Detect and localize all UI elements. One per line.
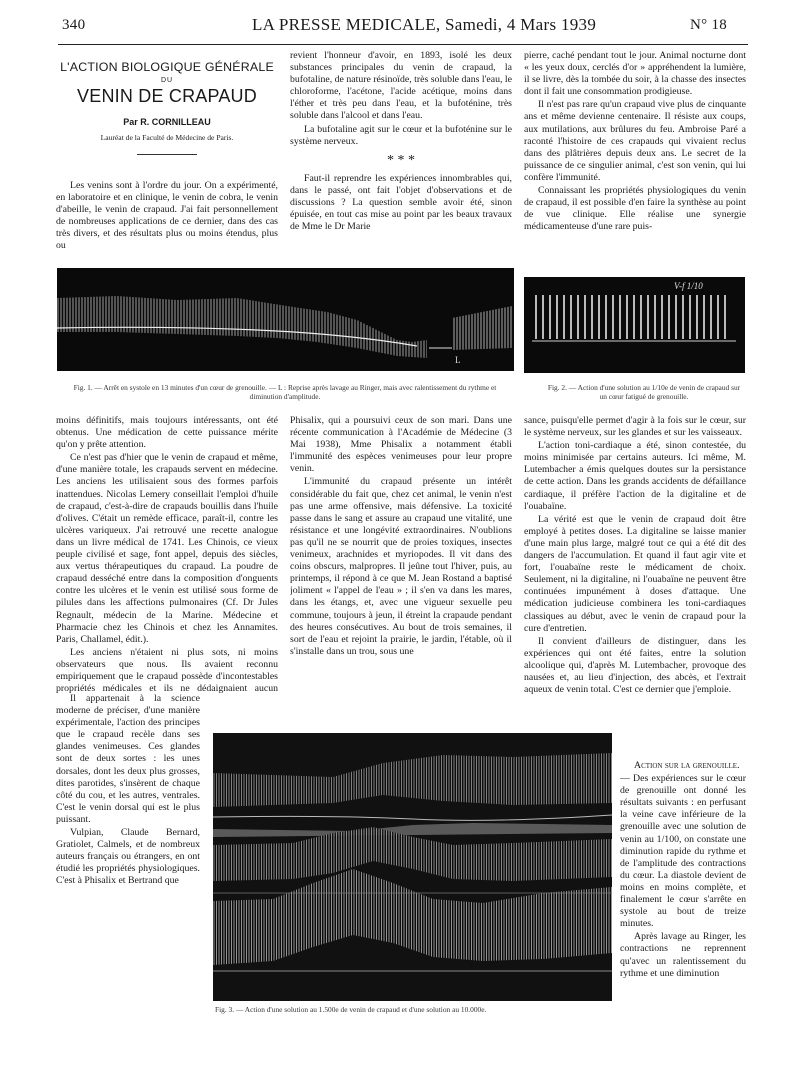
column-1-narrow <box>56 693 200 1022</box>
paragraph: — Des expériences sur le cœur de grenouille ont donné les résultats suivants : en perfusant la veine cave inférieure de la grenouille avec une solution de venin au 1/100, on constate une diminution rapide du rythme et de l'amplitude des contractions du cœur. La diastole devient de moins en moins complète, et finalement le cœur s'arrête en systole au bout de treize minutes. <box>620 773 746 930</box>
paragraph: La vérité est que le venin de crapaud doit être employé à petites doses. La digitaline se laisse manier d'une main plus large, malgré tout ce qui a été dit des dangers de l'accumulation. Et quand il faut agir vite et fort, l'ouabaïne reste le médicament de choix. Seulement, ni la digitaline, ni l'ouabaïne ne peuvent être continuées impunément à doses d'attaque. Une médication judicieuse combinera les toni-cardiaques classiques au début, avec le venin de crapaud pour la cure d'entretien. <box>524 513 746 634</box>
column-3-top <box>524 50 746 254</box>
section-stars: * * * <box>387 152 415 168</box>
paragraph: Il appartenait à la science moderne de préciser, d'une manière expérimentale, l'action des principes que le crapaud recèle dans ses glandes venimeuses. Ces glandes sont de deux sortes : les unes dorsales, dont les deux plus grosses, dites parotides, s'insèrent de chaque côté du cou, et les autres, ventrales. C'est le venin dorsal qui est le plus puissant. <box>56 693 200 825</box>
page-number: 340 <box>62 17 86 33</box>
figure-1-label: L <box>455 355 461 365</box>
figure-3-caption: Fig. 3. — Action d'une solution au 1.500e de venin de crapaud et d'une solution au 10.000e. <box>215 1005 487 1014</box>
figure-2-trace <box>524 277 745 373</box>
figure-1-trace <box>57 268 514 371</box>
paragraph: pierre, caché pendant tout le jour. Animal nocturne dont « les yeux doux, cerclés d'or » appréhendent la lumière, il se livre, dès la tombée du soir, à la chasse des insectes dont il fait une consommation prodigieuse. <box>524 50 746 98</box>
paragraph: Connaissant les propriétés physiologiques du venin de crapaud, il est possible d'en faire la synthèse au point de vue clinique. Elle réalise une synergie médicamenteuse d'une rare puis- <box>524 185 746 233</box>
article-title-line3: VENIN DE CRAPAUD <box>77 86 257 106</box>
header-rule <box>58 44 748 45</box>
paragraph: sance, puisqu'elle permet d'agir à la fois sur le cœur, sur le système nerveux, sur les glandes et sur les vaisseaux. <box>524 415 746 439</box>
paragraph: Phisalix, qui a poursuivi ceux de son mari. Dans une récente communication à l'Académie de Médecine (3 Mai 1938), Mme Phisalix a notamment établi l'immunité des espèces venimeuses pour leur propre venin. <box>290 415 512 475</box>
journal-header: LA PRESSE MEDICALE, Samedi, 4 Mars 1939 <box>252 15 597 34</box>
paragraph: moins définitifs, mais toujours intéressants, ont été obtenus. Une médication de cette puissance mérite qu'on y prête attention. <box>56 415 278 451</box>
issue-number: N° 18 <box>690 17 728 33</box>
paragraph: Faut-il reprendre les expériences innombrables qui, dans le passé, ont fait l'objet d'observations et de discussions ? La question semble avoir été, sinon épuisée, en tout cas mise au point par les beaux travaux de Mme le Dr Marie <box>290 172 512 233</box>
column-2-top <box>290 50 512 254</box>
column-2-bottom <box>290 415 512 693</box>
paragraph: L'action toni-cardiaque a été, sinon contestée, du moins minimisée par certains auteurs. Ici même, M. Lutembacher a émis quelques doutes sur la persistance de cette action. Dans les grands accidents de défaillance cardiaque, il préfère l'action de la digitaline et de l'ouabaïne. <box>524 440 746 512</box>
figure-3-trace <box>213 733 612 1001</box>
figure-2-label: V-f 1/10 <box>674 281 703 291</box>
article-affiliation: Lauréat de la Faculté de Médecine de Paris. <box>100 133 234 142</box>
figure-1-caption: Fig. 1. — Arrêt en systole en 13 minutes d'un cœur de grenouille. — L : Reprise après lavage au Ringer, mais avec ralentissement du rythme et diminution d'amplitude. <box>73 383 497 401</box>
paragraph: revient l'honneur d'avoir, en 1893, isolé les deux substances principales du venin de crapaud, la bufotaline, de nature résinoïde, très soluble dans l'eau, le chloroforme, l'acétone, l'acide acétique, moins dans l'éther et très peu dans l'eau, et la bufoténine, très soluble dans l'alcool et dans l'eau. <box>290 50 512 122</box>
paragraph: Il convient d'ailleurs de distinguer, dans les expériences qui ont été faites, entre la solution alcoolique qui, d'après M. Lutembacher, provoque des nausées et, au lieu d'injection, des abcès, et l'extrait aqueux de venin total. C'est ce dernier que j'emploie. <box>524 635 746 696</box>
paragraph: Ce n'est pas d'hier que le venin de crapaud et même, d'une manière totale, les crapauds servent en médecine. Les anciens les utilisaient sous des formes parfois inattendues. Nicolas Lemery conseillait l'emploi d'huile de crapaud, c'est-à-dire de crapauds bouillis dans l'huile d'olives. C'était un remède efficace, paraît-il, contre les ulcères variqueux. J'ai retrouvé une recette analogue dans un livre médical de 1741. Les Chinois, ce vieux peuple civilisé et sage, font appel, depuis des siècles, aux vertus thérapeutiques du crapaud. La poudre de crapaud desséché entre dans la composition d'onguents contre les ulcères et le venin est utilisé sous forme de pilules dans les affections pulmonaires (Cf. Dr Jules Regnault, médecin de la Marine. Médecine et Pharmacie chez les Chinois et chez les Annamites. Paris, Challamel, édit.). <box>56 452 278 645</box>
article-author: Par R. CORNILLEAU <box>123 117 211 127</box>
paragraph: La bufotaline agit sur le cœur et la bufoténine sur le système nerveux. <box>290 123 512 147</box>
column-1-top <box>56 180 278 254</box>
column-1-bottom <box>56 415 278 693</box>
paragraph: Vulpian, Claude Bernard, Gratiolet, Calmels, et de nombreux auteurs français ou étrangers, en ont étudié les propriétés physiologiques. C'est à Phisalix et Bertrand que <box>56 827 200 887</box>
article-title-block <box>56 60 278 155</box>
article-title-line2: DU <box>160 77 174 84</box>
paragraph: Après lavage au Ringer, les contractions ne reprennent qu'avec un ralentissement du rythme et une diminution <box>620 931 746 979</box>
paragraph: L'immunité du crapaud présente un intérêt considérable du fait que, chez cet animal, le venin n'est pas une arme offensive, mais défensive. La toxicité passe dans le sang et assure au crapaud une vitalité, une résistance et une longévité extraordinaires. N'oublions pas qu'il ne se nourrit que de proies toxiques, insectes venimeux, arachnides et myriopodes. Il vit dans des coins obscurs, malpropres. Il jeûne tout l'hiver, puis, au printemps, il répond à ce que M. Jean Rostand a baptisé joliment « l'appel de l'eau » ; il s'en va dans les mares, dans les étangs, et, avec une vigueur sexuelle peu commune, toujours à jeun, il étreint la crapaude pendant des heures consécutives. Au bout de trois semaines, il sort de l'eau et rejoint la prairie, le jardin, l'étable, où il s'installe dans un trou, sous une <box>290 476 512 657</box>
paragraph: Les anciens n'étaient ni plus sots, ni moins observateurs que nous. Ils avaient reconnu empiriquement que le crapaud possède d'incontestables propriétés médicales et ils ne dédaignaient aucun <box>56 646 278 693</box>
figure-2-caption: Fig. 2. — Action d'une solution au 1/10e de venin de crapaud sur un cœur fatigué de grenouille. <box>547 383 741 401</box>
title-rule <box>137 154 197 155</box>
article-title-line1: L'ACTION BIOLOGIQUE GÉNÉRALE <box>60 60 274 74</box>
column-3-narrow <box>620 760 746 1022</box>
column-3-bottom <box>524 415 746 755</box>
section-heading: Action sur la grenouille. <box>634 760 740 771</box>
paragraph: Les venins sont à l'ordre du jour. On a expérimenté, en laboratoire et en clinique, le venin de cobra, le venin d'abeille, le venin de crapaud. J'ai fait personnellement de nombreuses applications de ce dernier, dans des cas très divers, et des résultats plus ou moins étendus, plus ou <box>56 180 278 252</box>
paragraph: Il n'est pas rare qu'un crapaud vive plus de cinquante ans et même devienne centenaire. Il résiste aux coups, aux mutilations, aux brûlures du feu. Ambroise Paré a raconté l'histoire de ces crapauds qui vivaient reclus dans des plâtrières depuis deux ans. Le secret de la puissance de ce singulier animal, c'est son venin, qui lui confère l'immunité. <box>524 99 746 183</box>
